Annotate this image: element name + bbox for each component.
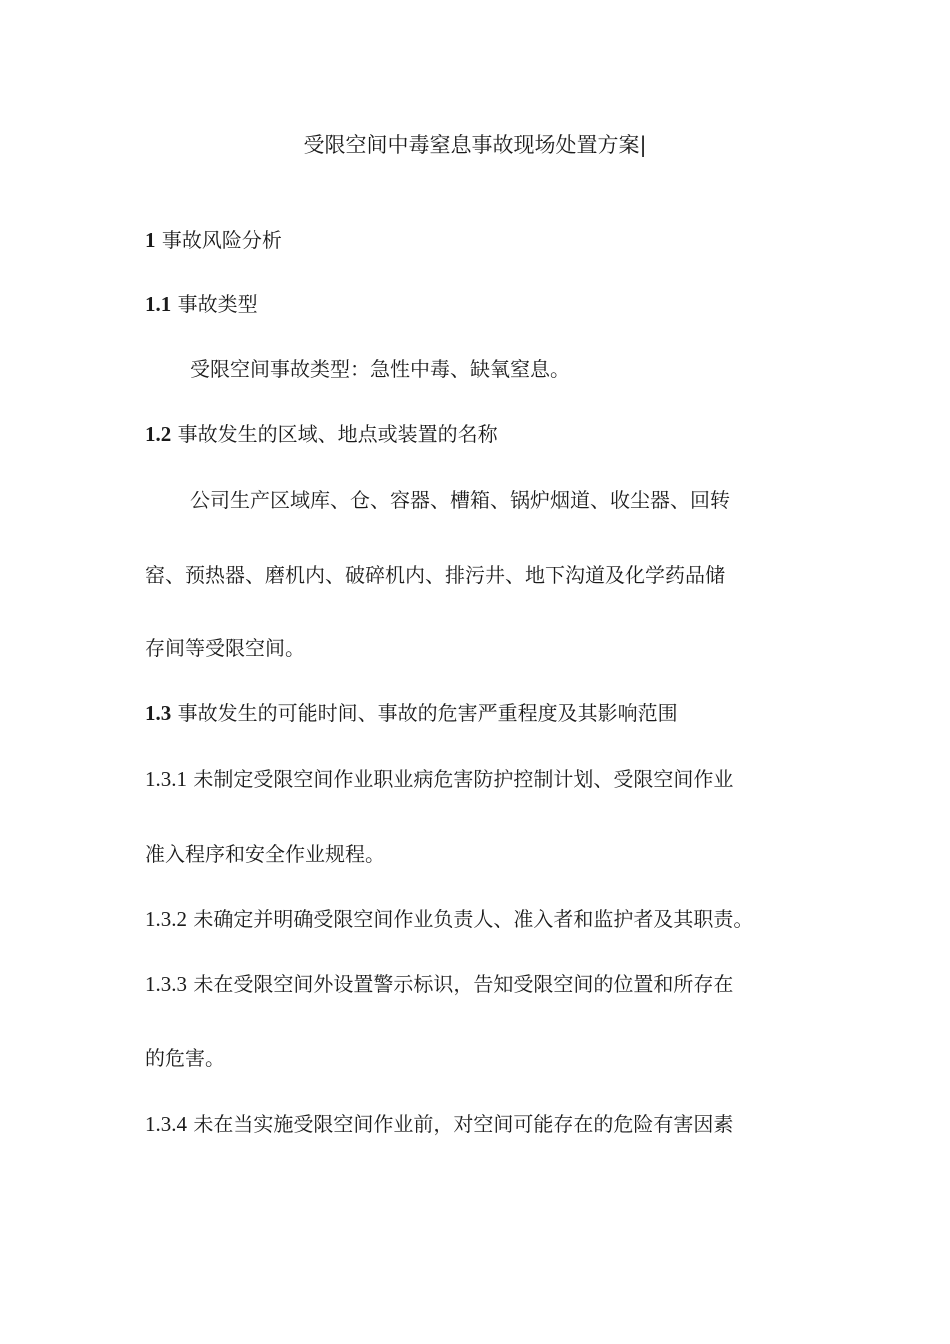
item-continuation: 准入程序和安全作业规程。 <box>145 842 385 866</box>
heading-1-3 <box>145 699 825 727</box>
item-number: 1.3.4 <box>145 1112 187 1136</box>
item-1-3-3 <box>145 970 825 998</box>
paragraph-line: 窑、预热器、磨机内、破碎机内、排污井、地下沟道及化学药品储 <box>145 563 725 587</box>
heading-text: 事故类型 <box>177 292 258 316</box>
heading-number: 1 <box>145 228 156 252</box>
item-continuation: 的危害。 <box>145 1046 225 1070</box>
heading-number: 1.3 <box>145 701 172 725</box>
item-text: 未在当实施受限空间作业前，对空间可能存在的危险有害因素 <box>193 1112 734 1136</box>
item-1-3-2 <box>145 905 825 933</box>
heading-number: 1.1 <box>145 292 172 316</box>
item-1-3-4 <box>145 1110 825 1138</box>
heading-1 <box>145 226 825 254</box>
item-number: 1.3.3 <box>145 972 187 996</box>
item-text: 未在受限空间外设置警示标识，告知受限空间的位置和所存在 <box>193 972 734 996</box>
heading-text: 事故发生的区域、地点或装置的名称 <box>177 422 498 446</box>
item-number: 1.3.2 <box>145 907 187 931</box>
item-number: 1.3.1 <box>145 767 187 791</box>
item-1-3-1 <box>145 765 825 793</box>
heading-text: 事故发生的可能时间、事故的危害严重程度及其影响范围 <box>177 701 678 725</box>
paragraph-line: 公司生产区域库、仓、容器、槽箱、锅炉烟道、收尘器、回转 <box>190 488 730 512</box>
heading-1-1 <box>145 290 825 318</box>
item-text: 未制定受限空间作业职业病危害防护控制计划、受限空间作业 <box>193 767 734 791</box>
paragraph-accident-types: 受限空间事故类型：急性中毒、缺氧窒息。 <box>190 357 570 381</box>
heading-text: 事故风险分析 <box>161 228 282 252</box>
heading-number: 1.2 <box>145 422 172 446</box>
document-title: 受限空间中毒窒息事故现场处置方案| <box>303 133 647 157</box>
item-text: 未确定并明确受限空间作业负责人、准入者和监护者及其职责。 <box>193 907 754 931</box>
paragraph-line: 存间等受限空间。 <box>145 636 305 660</box>
heading-1-2 <box>145 420 825 448</box>
